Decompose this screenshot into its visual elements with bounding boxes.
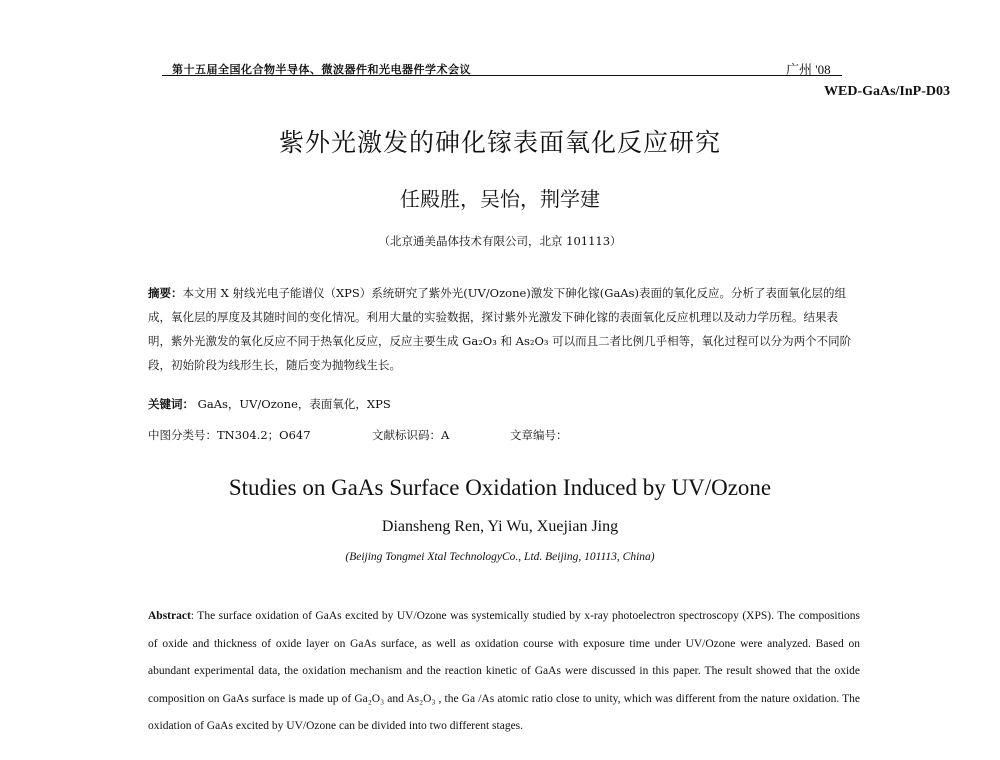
article-no-label: 文章编号： [510,428,568,442]
conference-header: 第十五届全国化合物半导体、微波器件和光电器件学术会议 [172,63,471,76]
english-authors: Diansheng Ren, Yi Wu, Xuejian Jing [381,518,619,535]
english-title: Studies on GaAs Surface Oxidation Induced by UV/Ozone [228,475,772,500]
english-affiliation: (Beijing Tongmei Xtal TechnologyCo., Ltd. Beijing, 101113, China) [345,551,655,563]
chinese-authors: 任殿胜，吴怡，荆学建 [400,187,600,211]
location-year: 广州 '08 [786,62,831,77]
chinese-abstract-label: 摘要： [148,286,183,300]
chinese-keywords-value: GaAs，UV/Ozone，表面氧化，XPS [197,397,391,411]
clc-field [148,427,311,443]
english-abstract-text: : The surface oxidation of GaAs excited by UV/Ozone was systemically studied by x-ray photoelectron spectroscopy (XPS). The compositions of oxide and thickness of oxide layer on GaAs surface, as well as oxidation course with exposure time under UV/Ozone were analyzed. Based on abundant experimental data, the oxidation mechanism and the reaction kinetic of GaAs were discussed in this paper. The result showed that the oxide composition on GaAs surface is made up of Ga₂O₃ and As₂O₃ , the Ga /As atomic ratio close to unity, which was different from the nature oxidation. The oxidation of GaAs excited by UV/Ozone can be divided into two different stages. [148,610,860,732]
paper-code: WED-GaAs/InP-D03 [823,84,950,99]
clc-label: 中图分类号： [148,428,217,442]
chinese-abstract [148,281,860,377]
doc-code-value: A [441,428,450,442]
header-rule [162,75,842,76]
english-abstract [148,603,860,741]
doc-code-field [372,427,449,443]
chinese-abstract-text: 本文用 X 射线光电子能谱仪（XPS）系统研究了紫外光(UV/Ozone)激发下砷化镓(GaAs)表面的氧化反应。分析了表面氧化层的组成，氧化层的厚度及其随时间的变化情况。利用大量的实验数据，探讨紫外光激发下砷化镓的表面氧化反应机理以及动力学历程。结果表明，紫外光激发的氧化反应不同于热氧化反应，反应主要生成 Ga₂O₃ 和 As₂O₃ 可以而且二者比例几乎相等，氧化过程可以分为两个不同阶段，初始阶段为线形生长，随后变为抛物线生长。 [148,286,852,372]
chinese-title: 紫外光激发的砷化镓表面氧化反应研究 [278,128,721,157]
clc-value: TN304.2；O647 [217,428,311,442]
chinese-keywords [148,396,860,412]
english-abstract-label: Abstract [148,610,191,622]
chinese-affiliation: （北京通美晶体技术有限公司，北京 101113） [378,234,622,248]
article-no-field [510,427,568,443]
doc-code-label: 文献标识码： [372,428,441,442]
chinese-keywords-label: 关键词： [148,397,194,411]
